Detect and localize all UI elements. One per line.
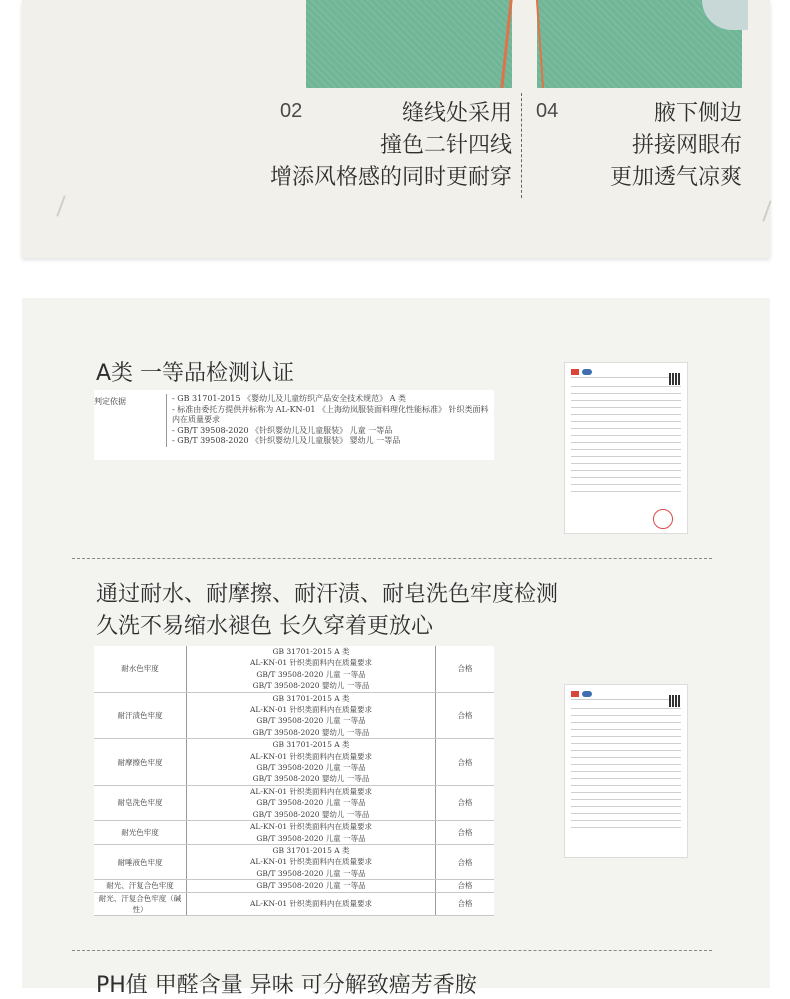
report-row	[571, 431, 681, 436]
report-row	[571, 753, 681, 758]
test-report-thumbnail	[564, 684, 688, 858]
feature-line: 缝线处采用	[401, 101, 512, 126]
test-report-thumbnail	[564, 362, 688, 534]
cma-logo-icon	[571, 369, 579, 375]
test-item: 耐摩擦色牢度	[94, 739, 187, 786]
standards-cell	[187, 821, 436, 845]
standards-cell	[187, 892, 436, 915]
report-row	[571, 452, 681, 457]
standard-line: AL-KN-01 针织类面料内在质量要求	[249, 857, 373, 867]
certification-card	[22, 298, 770, 998]
report-row	[571, 816, 681, 821]
report-header	[571, 689, 681, 700]
divider	[521, 93, 522, 198]
section-title-safety: PH值 甲醛含量 异味 可分解致癌芳香胺	[96, 973, 477, 998]
lab-logo-icon	[582, 691, 592, 697]
result-badge: 合格	[436, 844, 495, 879]
report-row	[571, 732, 681, 737]
qr-code-icon	[669, 695, 681, 707]
section-divider	[72, 950, 712, 951]
test-item: 耐光、汗复合色牢度（碱性）	[94, 892, 187, 915]
test-item: 耐水色牢度	[94, 646, 187, 692]
paper-texture	[56, 195, 65, 216]
feature-text-seam	[270, 98, 512, 194]
standard-line: AL-KN-01 针织类面料内在质量要求	[249, 705, 373, 715]
test-item: 耐光、汗复合色牢度	[94, 880, 187, 892]
standards-cell	[187, 880, 436, 892]
report-row	[571, 424, 681, 429]
report-row	[571, 746, 681, 751]
mesh-panel	[702, 0, 748, 30]
feature-line: 撞色二针四线	[379, 133, 512, 158]
spec-line: - 标准由委托方提供并标称为 AL-KN-01 《上海幼岚服装面料理化性能标准》 针织类面料内在质量要求	[172, 404, 489, 424]
standards-cell	[187, 692, 436, 739]
report-row	[571, 795, 681, 800]
report-row	[571, 459, 681, 464]
result-badge: 合格	[436, 739, 495, 786]
report-row	[571, 473, 681, 478]
standard-line: GB/T 39508-2020 婴幼儿 一等品	[252, 681, 370, 691]
standard-line: AL-KN-01 针织类面料内在质量要求	[249, 822, 373, 832]
standard-line: GB 31701-2015 A 类	[272, 740, 350, 750]
table-row	[94, 880, 494, 892]
result-badge: 合格	[436, 880, 495, 892]
report-row	[571, 438, 681, 443]
standard-line: AL-KN-01 针织类面料内在质量要求	[249, 786, 373, 796]
spec-lines	[166, 394, 492, 447]
report-row	[571, 704, 681, 709]
table-row	[94, 892, 494, 915]
table-row	[94, 821, 494, 845]
report-row	[571, 445, 681, 450]
standard-line: GB 31701-2015 A 类	[272, 845, 350, 855]
test-item: 耐光色牢度	[94, 821, 187, 845]
paper-texture	[762, 200, 771, 221]
report-row	[571, 809, 681, 814]
contrast-seam	[536, 0, 544, 88]
standard-line: GB/T 39508-2020 婴幼儿 一等品	[252, 774, 370, 784]
official-seal-icon	[653, 509, 673, 529]
title-line: 久洗不易缩水褪色 长久穿着更放心	[96, 614, 433, 639]
report-row	[571, 760, 681, 765]
standard-line: GB/T 39508-2020 儿童 一等品	[256, 833, 366, 843]
report-row	[571, 396, 681, 401]
report-row	[571, 487, 681, 492]
spec-line: - GB/T 39508-2020 《针织婴幼儿及儿童服装》 婴幼儿 一等品	[172, 436, 401, 445]
report-row	[571, 781, 681, 786]
standard-line: GB/T 39508-2020 婴幼儿 一等品	[252, 809, 370, 819]
report-row	[571, 788, 681, 793]
report-row	[571, 718, 681, 723]
report-row	[571, 739, 681, 744]
feature-line: 拼接网眼布	[631, 133, 742, 158]
report-row	[571, 480, 681, 485]
feature-number: 04	[536, 100, 559, 122]
result-badge: 合格	[436, 785, 495, 820]
standards-cell	[187, 739, 436, 786]
report-row	[571, 767, 681, 772]
lab-logo-icon	[582, 369, 592, 375]
table-row	[94, 844, 494, 879]
section-divider	[72, 558, 712, 559]
report-row	[571, 823, 681, 828]
result-badge: 合格	[436, 692, 495, 739]
table-row	[94, 646, 494, 692]
qr-code-icon	[669, 373, 681, 385]
section-title-colorfastness	[96, 579, 558, 643]
section-title-grade-a: A类 一等品检测认证	[96, 361, 295, 386]
report-row	[571, 711, 681, 716]
standard-line: GB/T 39508-2020 儿童 一等品	[256, 798, 366, 808]
report-row	[571, 802, 681, 807]
report-row	[571, 725, 681, 730]
report-row	[571, 403, 681, 408]
table-row	[94, 739, 494, 786]
feature-line: 更加透气凉爽	[609, 165, 742, 190]
report-row	[571, 382, 681, 387]
result-badge: 合格	[436, 892, 495, 915]
standard-line: GB/T 39508-2020 婴幼儿 一等品	[252, 727, 370, 737]
report-row	[571, 774, 681, 779]
table-row	[94, 692, 494, 739]
feature-number: 02	[280, 100, 303, 122]
feature-card	[22, 0, 770, 258]
standards-cell	[187, 646, 436, 692]
report-row	[571, 466, 681, 471]
standard-line: GB/T 39508-2020 儿童 一等品	[256, 763, 366, 773]
standard-line: GB/T 39508-2020 儿童 一等品	[256, 716, 366, 726]
test-item: 耐汗渍色牢度	[94, 692, 187, 739]
spec-line: - GB/T 39508-2020 《针织婴幼儿及儿童服装》 儿童 一等品	[172, 425, 393, 435]
feature-line: 增添风格感的同时更耐穿	[269, 165, 512, 190]
spec-line: - GB 31701-2015 《婴幼儿及儿童纺织产品安全技术规范》 A 类	[172, 394, 406, 403]
test-item: 耐皂洗色牢度	[94, 785, 187, 820]
standard-line: GB/T 39508-2020 儿童 一等品	[256, 868, 366, 878]
feature-line: 腋下侧边	[653, 101, 742, 126]
standard-line: GB 31701-2015 A 类	[272, 647, 350, 656]
contrast-seam	[500, 0, 512, 88]
report-row	[571, 410, 681, 415]
result-badge: 合格	[436, 821, 495, 845]
colorfastness-table	[94, 646, 494, 916]
underarm-mesh-photo	[537, 0, 742, 88]
cma-logo-icon	[571, 691, 579, 697]
result-badge: 合格	[436, 646, 495, 692]
feature-text-mesh	[610, 98, 742, 194]
standard-line: AL-KN-01 针织类面料内在质量要求	[249, 751, 373, 761]
seam-detail-photo	[306, 0, 512, 88]
report-row	[571, 389, 681, 394]
standards-excerpt	[94, 390, 494, 460]
title-line: 通过耐水、耐摩擦、耐汗渍、耐皂洗色牢度检测	[96, 582, 559, 607]
standard-line: GB/T 39508-2020 儿童 一等品	[256, 881, 366, 891]
report-header	[571, 367, 681, 378]
standard-line: GB/T 39508-2020 儿童 一等品	[256, 669, 366, 679]
standards-cell	[187, 844, 436, 879]
report-row	[571, 417, 681, 422]
standard-line: AL-KN-01 针织类面料内在质量要求	[249, 658, 373, 668]
standard-line: GB 31701-2015 A 类	[272, 693, 350, 703]
test-item: 耐唾液色牢度	[94, 844, 187, 879]
spec-label: 判定依据	[94, 397, 126, 406]
standards-cell	[187, 785, 436, 820]
table-row	[94, 785, 494, 820]
standard-line: AL-KN-01 针织类面料内在质量要求	[249, 898, 373, 908]
